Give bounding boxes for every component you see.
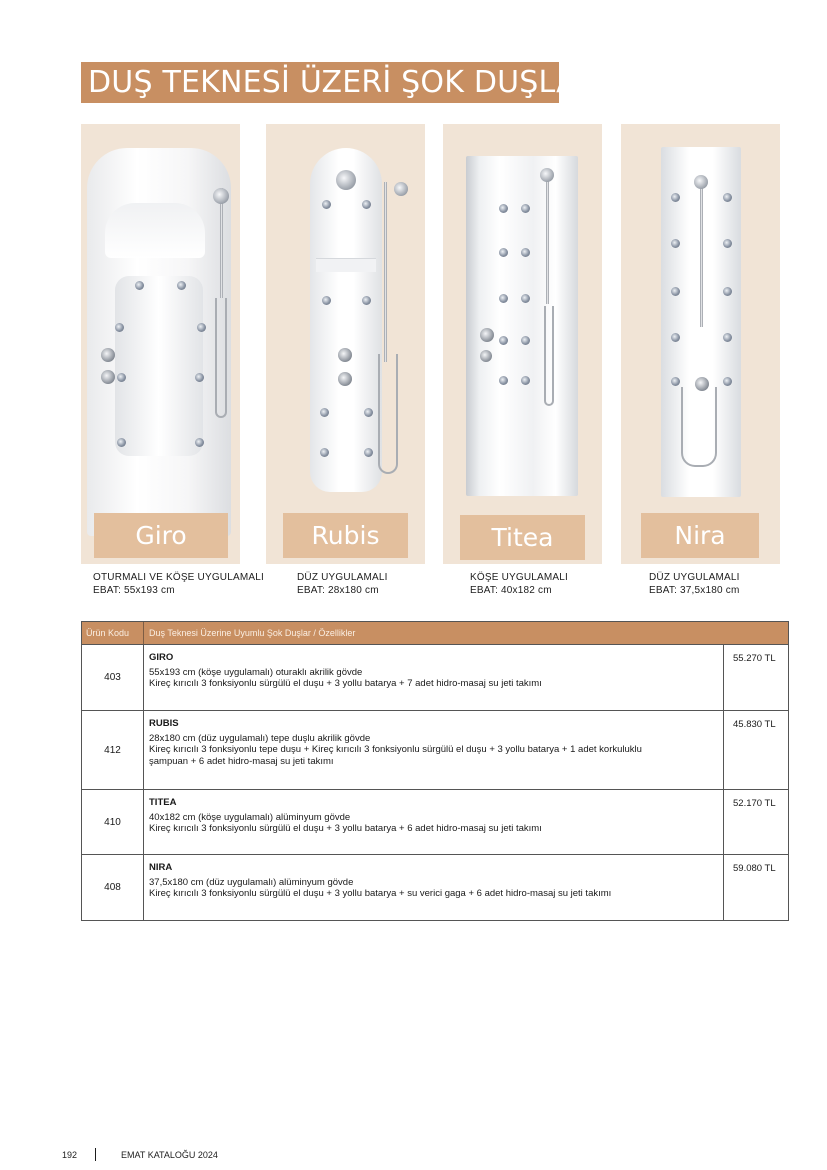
- product-label-rubis: Rubis: [283, 513, 408, 558]
- product-card-titea: [443, 124, 602, 564]
- table-row: [82, 711, 788, 790]
- row-line-1: 40x182 cm (köşe uygulamalı) alüminyum gövde: [149, 811, 351, 823]
- row-price: 45.830 TL: [733, 719, 776, 730]
- rubis-shower-panel-image: [310, 148, 382, 492]
- product-label-giro: Giro: [94, 513, 228, 558]
- row-price: 59.080 TL: [733, 863, 776, 874]
- nira-shower-panel-image: [661, 147, 741, 497]
- row-product-name: NIRA: [149, 862, 173, 873]
- row-product-name: TITEA: [149, 797, 177, 808]
- row-description: [144, 645, 724, 710]
- page-number: 192: [62, 1149, 78, 1160]
- page-title: DUŞ TEKNESİ ÜZERİ ŞOK DUŞLAR: [81, 62, 559, 103]
- product-label-nira: Nira: [641, 513, 759, 558]
- row-description: [144, 790, 724, 854]
- row-price: 55.270 TL: [733, 653, 776, 664]
- row-description: [144, 855, 724, 920]
- caption-giro-size: EBAT: 55x193 cm: [93, 585, 175, 596]
- row-line-2: Kireç kırıcılı 3 fonksiyonlu sürgülü el duşu + 3 yollu batarya + su verici gaga + 6 adet hidro-masaj su jeti takımı: [149, 888, 612, 899]
- row-code: 408: [82, 855, 144, 920]
- caption-rubis-type: DÜZ UYGULAMALI: [297, 572, 388, 583]
- product-card-nira: [621, 124, 780, 564]
- caption-rubis-size: EBAT: 28x180 cm: [297, 585, 379, 596]
- header-product-code: Ürün Kodu: [82, 622, 144, 644]
- caption-nira-type: DÜZ UYGULAMALI: [649, 572, 740, 583]
- footer-divider: [95, 1148, 96, 1161]
- caption-giro: [93, 571, 264, 597]
- row-line-2: Kireç kırıcılı 3 fonksiyonlu sürgülü el duşu + 3 yollu batarya + 6 adet hidro-masaj su jeti takımı: [149, 823, 542, 834]
- row-line-3: şampuan + 6 adet hidro-masaj su jeti takımı: [149, 755, 334, 767]
- price-table: [81, 621, 789, 921]
- row-product-name: RUBIS: [149, 718, 179, 729]
- caption-giro-type: OTURMALI VE KÖŞE UYGULAMALI: [93, 572, 264, 583]
- caption-titea: [470, 571, 568, 597]
- table-row: [82, 790, 788, 855]
- row-code: 410: [82, 790, 144, 854]
- row-line-1: 28x180 cm (düz uygulamalı) tepe duşlu akrilik gövde: [149, 732, 371, 744]
- caption-rubis: [297, 571, 388, 597]
- row-line-1: 37,5x180 cm (düz uygulamalı) alüminyum gövde: [149, 876, 354, 888]
- giro-shower-panel-image: [87, 148, 231, 536]
- row-description: [144, 711, 724, 789]
- row-code: 412: [82, 711, 144, 789]
- caption-nira: [649, 571, 740, 597]
- row-line-2: Kireç kırıcılı 3 fonksiyonlu sürgülü el duşu + 3 yollu batarya + 7 adet hidro-masaj su jeti takımı: [149, 678, 542, 689]
- table-header: [82, 622, 788, 645]
- product-card-rubis: [266, 124, 425, 564]
- caption-nira-size: EBAT: 37,5x180 cm: [649, 585, 740, 596]
- row-product-name: GIRO: [149, 652, 174, 663]
- row-code: 403: [82, 645, 144, 710]
- titea-shower-panel-image: [466, 156, 578, 496]
- row-price: 52.170 TL: [733, 798, 776, 809]
- footer-catalog-name: EMAT KATALOĞU 2024: [121, 1149, 218, 1160]
- table-row: [82, 855, 788, 920]
- table-row: [82, 645, 788, 711]
- row-line-2: Kireç kırıcılı 3 fonksiyonlu tepe duşu + Kireç kırıcılı 3 fonksiyonlu sürgülü el duşu + 3 yollu batarya + 1 adet korkuluklu: [149, 744, 642, 755]
- header-description: Duş Teknesi Üzerine Uyumlu Şok Duşlar / Özellikler: [149, 628, 356, 638]
- page-footer: [62, 1148, 218, 1161]
- row-line-1: 55x193 cm (köşe uygulamalı) oturaklı akrilik gövde: [149, 666, 363, 678]
- caption-titea-type: KÖŞE UYGULAMALI: [470, 572, 569, 583]
- product-card-giro: [81, 124, 240, 564]
- caption-titea-size: EBAT: 40x182 cm: [470, 585, 552, 596]
- product-label-titea: Titea: [460, 515, 585, 560]
